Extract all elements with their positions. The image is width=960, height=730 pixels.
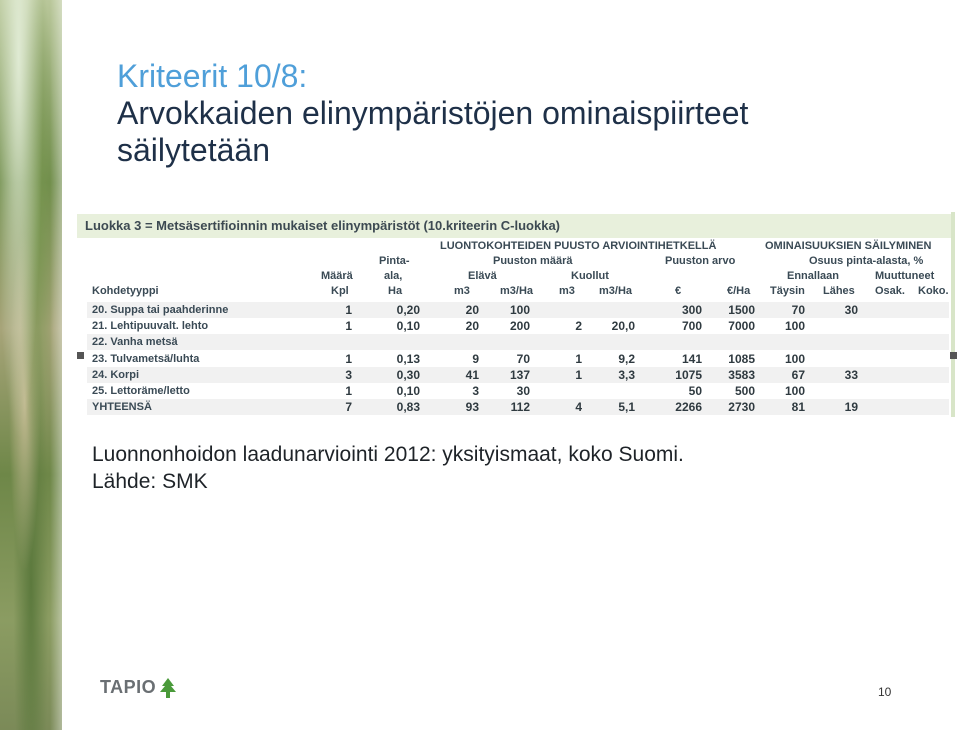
subheader-muuttuneet: Muuttuneet — [875, 270, 935, 282]
col-eurha: €/Ha — [727, 285, 751, 297]
cell-lahes: 19 — [844, 400, 858, 415]
cell-eurha: 1500 — [728, 303, 755, 317]
row-name: 22. Vanha metsä — [92, 336, 178, 349]
subheader-maara: Määrä — [321, 270, 353, 282]
cell-kpl: 1 — [345, 303, 352, 317]
cell-kpl: 7 — [345, 400, 352, 415]
cell-k-m3: 2 — [575, 319, 582, 334]
cell-eur: 141 — [681, 351, 702, 366]
logo-text: TAPIO — [100, 677, 157, 697]
cell-taysin: 100 — [784, 384, 805, 398]
table-row — [87, 399, 949, 415]
col-koko: Koko. — [918, 285, 949, 297]
subheader-puuston-maara: Puuston määrä — [493, 255, 573, 267]
cell-eurha: 3583 — [728, 367, 755, 382]
row-name: 20. Suppa tai paahderinne — [92, 304, 229, 316]
cell-kpl: 1 — [345, 319, 352, 334]
cell-ha: 0,30 — [396, 367, 420, 382]
table-right-border — [951, 212, 955, 417]
cell-ha: 0,10 — [396, 319, 420, 334]
row-name: 23. Tulvametsä/luhta — [92, 352, 200, 365]
cell-eur: 700 — [681, 319, 702, 334]
row-marker-left — [77, 352, 84, 359]
cell-eur: 50 — [688, 384, 702, 398]
caption-line-1: Luonnonhoidon laadunarviointi 2012: yksityismaat, koko Suomi. — [92, 443, 684, 466]
col-lahes: Lähes — [823, 285, 855, 297]
cell-taysin: 100 — [784, 351, 805, 366]
cell-e-m3: 3 — [472, 384, 479, 398]
subheader-elava: Elävä — [468, 270, 497, 282]
cell-k-m3ha: 3,3 — [618, 367, 635, 382]
cell-taysin: 100 — [784, 319, 805, 334]
cell-e-m3ha: 100 — [509, 303, 530, 317]
cell-e-m3: 20 — [465, 303, 479, 317]
cell-k-m3ha: 5,1 — [618, 400, 635, 415]
table-row — [87, 383, 949, 399]
cell-e-m3ha: 112 — [510, 400, 530, 415]
tapio-logo — [100, 677, 177, 698]
source-caption — [92, 441, 684, 495]
caption-line-2: Lähde: SMK — [92, 470, 208, 493]
row-name: 21. Lehtipuuvalt. lehto — [92, 320, 209, 333]
cell-k-m3: 1 — [575, 351, 582, 366]
cell-ha: 0,20 — [396, 303, 420, 317]
group-header-ominaisuuksien: OMINAISUUKSIEN SÄILYMINEN — [765, 240, 932, 252]
cell-ha: 0,13 — [396, 351, 420, 366]
table-row — [87, 351, 949, 367]
cell-eur: 2266 — [675, 400, 702, 415]
page-number: 10 — [878, 685, 892, 699]
row-name: YHTEENSÄ — [92, 401, 152, 414]
col-kuollut-m3: m3 — [559, 285, 575, 297]
cell-kpl: 3 — [345, 367, 352, 382]
subheader-ennallaan: Ennallaan — [787, 270, 839, 282]
cell-k-m3ha: 9,2 — [618, 351, 635, 366]
cell-taysin: 70 — [791, 303, 805, 317]
cell-e-m3: 9 — [472, 351, 479, 366]
table-row — [87, 318, 949, 334]
subheader-pinta: Pinta- — [379, 255, 410, 267]
cell-e-m3ha: 70 — [516, 351, 530, 366]
cell-taysin: 67 — [791, 367, 805, 382]
table-row — [87, 334, 949, 350]
cell-taysin: 81 — [791, 400, 805, 415]
slide-title — [117, 58, 748, 169]
subheader-ala: ala, — [384, 270, 403, 282]
cell-kpl: 1 — [345, 384, 352, 398]
col-taysin: Täysin — [770, 285, 805, 297]
table-row — [87, 367, 949, 383]
cell-e-m3: 20 — [465, 319, 479, 334]
side-photo-fade — [50, 0, 80, 730]
row-name: 24. Korpi — [92, 368, 140, 381]
subheader-osuus: Osuus pinta-alasta, % — [809, 255, 924, 267]
cell-ha: 0,10 — [396, 384, 420, 398]
results-table — [77, 212, 957, 417]
row-marker-right — [950, 352, 957, 359]
cell-kpl: 1 — [345, 351, 352, 366]
cell-e-m3: 41 — [465, 367, 479, 382]
col-elava-m3: m3 — [454, 285, 470, 297]
col-kuollut-m3ha: m3/Ha — [599, 285, 633, 297]
cell-eurha: 7000 — [728, 319, 755, 334]
subheader-kuollut: Kuollut — [571, 270, 609, 282]
col-kpl: Kpl — [331, 285, 349, 297]
cell-k-m3: 4 — [575, 400, 582, 415]
cell-e-m3: 93 — [465, 400, 479, 415]
table-banner: Luokka 3 = Metsäsertifioinnin mukaiset elinympäristöt (10.kriteerin C-luokka) — [77, 214, 955, 238]
col-ha: Ha — [388, 285, 403, 297]
cell-eurha: 1085 — [728, 351, 755, 366]
group-header-luontokohteiden: LUONTOKOHTEIDEN PUUSTO ARVIOINTIHETKELLÄ — [440, 240, 717, 252]
cell-eurha: 2730 — [728, 400, 755, 415]
title-line-2: Arvokkaiden elinympäristöjen ominaispiirteet — [117, 95, 749, 131]
col-kohdetyyppi: Kohdetyyppi — [92, 285, 159, 297]
cell-k-m3ha: 20,0 — [611, 319, 635, 334]
col-eur: € — [675, 285, 682, 297]
row-name: 25. Lettoräme/letto — [92, 385, 190, 397]
tree-icon — [159, 678, 177, 698]
cell-eur: 300 — [681, 303, 702, 317]
cell-e-m3ha: 137 — [509, 367, 530, 382]
subheader-puuston-arvo: Puuston arvo — [665, 255, 736, 267]
title-line-1: Kriteerit 10/8: — [117, 58, 308, 94]
col-elava-m3ha: m3/Ha — [500, 285, 534, 297]
cell-eurha: 500 — [734, 384, 755, 398]
cell-lahes: 30 — [844, 303, 858, 317]
table-row — [87, 302, 949, 318]
cell-e-m3ha: 30 — [516, 384, 530, 398]
cell-lahes: 33 — [844, 367, 858, 382]
title-line-3: säilytetään — [117, 132, 270, 168]
cell-k-m3: 1 — [575, 367, 582, 382]
cell-eur: 1075 — [675, 367, 702, 382]
cell-e-m3ha: 200 — [509, 319, 530, 334]
cell-ha: 0,83 — [396, 400, 420, 415]
col-osak: Osak. — [875, 285, 905, 297]
